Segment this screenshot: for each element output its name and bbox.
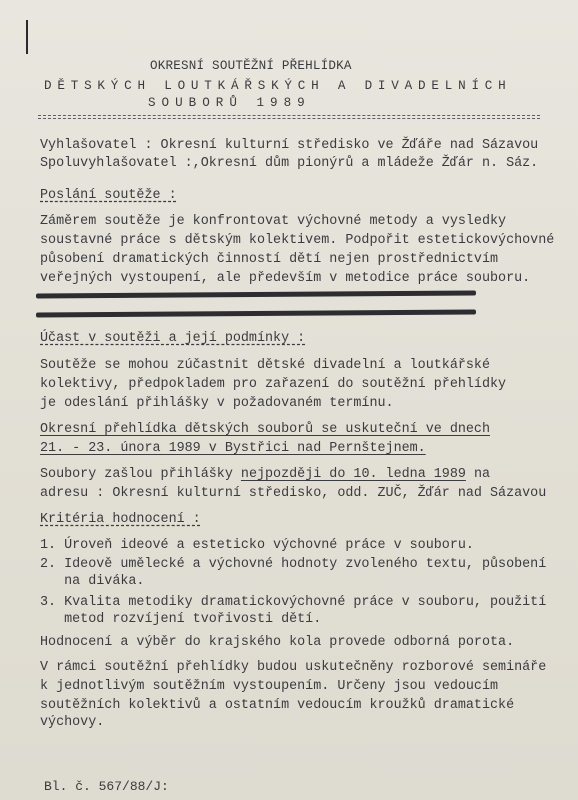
title-rule-bottom [38,118,540,119]
criteria-heading: Kritéria hodnocení : [40,512,201,527]
criteria-item: 1. Úroveň ideové a esteticko výchovné práce v souboru. [40,538,474,553]
criteria-item: 2. Ideově umělecké a výchovné hodnoty zvoleného textu, působení [40,557,547,572]
margin-pen-mark [26,20,28,54]
jury-line: Hodnocení a výběr do krajského kola provede odborná porota. [40,635,515,650]
organizer-line: Vyhlašovatel : Okresní kulturní středisko ve Žďáře nad Sázavou [40,138,539,153]
deadline-suffix: na [465,467,491,482]
title-line-2: DĚTSKÝCH LOUTKÁŘSKÝCH A DIVADELNÍCH [44,79,512,93]
criteria-item: 3. Kvalita metodiky dramatickovýchovné práce v souboru, použití [40,595,547,610]
struck-out-line-1 [36,290,476,298]
seminar-line: výchovy. [40,715,105,730]
criteria-item: na diváka. [40,574,145,589]
co-organizer-line: Spoluvyhlašovatel :,Okresní dům pionýrů a mládeže Žďár n. Sáz. [40,156,539,171]
mission-line: působení dramatických činností dětí nejen prostřednictvím [40,252,499,267]
participation-heading: Účast v soutěži a její podmínky : [40,331,306,346]
deadline-prefix: Soubory zašlou přihlášky [40,467,241,482]
address-line: adresu : Okresní kulturní středisko, odd. ZUČ, Žďár nad Sázavou [40,486,547,501]
participation-line: je odeslání přihlášky v požadovaném termínu. [40,396,394,411]
seminar-line: k jednotlivým soutěžním vystoupením. Určeny jsou vedoucím [40,679,499,694]
criteria-item: metod rozvíjení tvořivosti dětí. [40,612,322,627]
title-line-3: SOUBORŮ 1989 [148,96,311,110]
seminar-line: V rámci soutěžní přehlídky budou uskutečněny rozborové semináře [40,660,547,675]
mission-line: soustavné práce s dětským kolektivem. Podpořit estetickovýchovné [40,233,555,248]
mission-line: veřejných vystoupení, ale především v metodice práce souboru. [40,271,531,286]
title-line-1: OKRESNÍ SOUTĚŽNÍ PŘEHLÍDKA [150,59,352,73]
deadline-date: nejpozději do 10. ledna 1989 [240,467,466,482]
mission-line: Záměrem soutěže je konfrontovat výchovné metody a vysledky [40,214,507,229]
event-date-line: 21. - 23. února 1989 v Bystřici nad Pernštejnem. [40,441,426,456]
title-rule-top [38,115,540,116]
document-reference: Bl. č. 567/88/J: [44,779,169,794]
event-date-line: Okresní přehlídka dětských souborů se uskuteční ve dnech [40,422,490,437]
seminar-line: soutěžních kolektivů a ostatním vedoucím kroužků dramatické [40,698,515,713]
struck-out-line-2 [36,309,476,317]
application-deadline-line [40,468,490,481]
participation-line: kolektivy, předpokladem pro zařazení do soutěžní přehlídky [40,377,507,392]
mission-heading: Poslání soutěže : [40,188,177,203]
participation-line: Soutěže se mohou zúčastnit dětské divadelní a loutkářské [40,358,490,373]
